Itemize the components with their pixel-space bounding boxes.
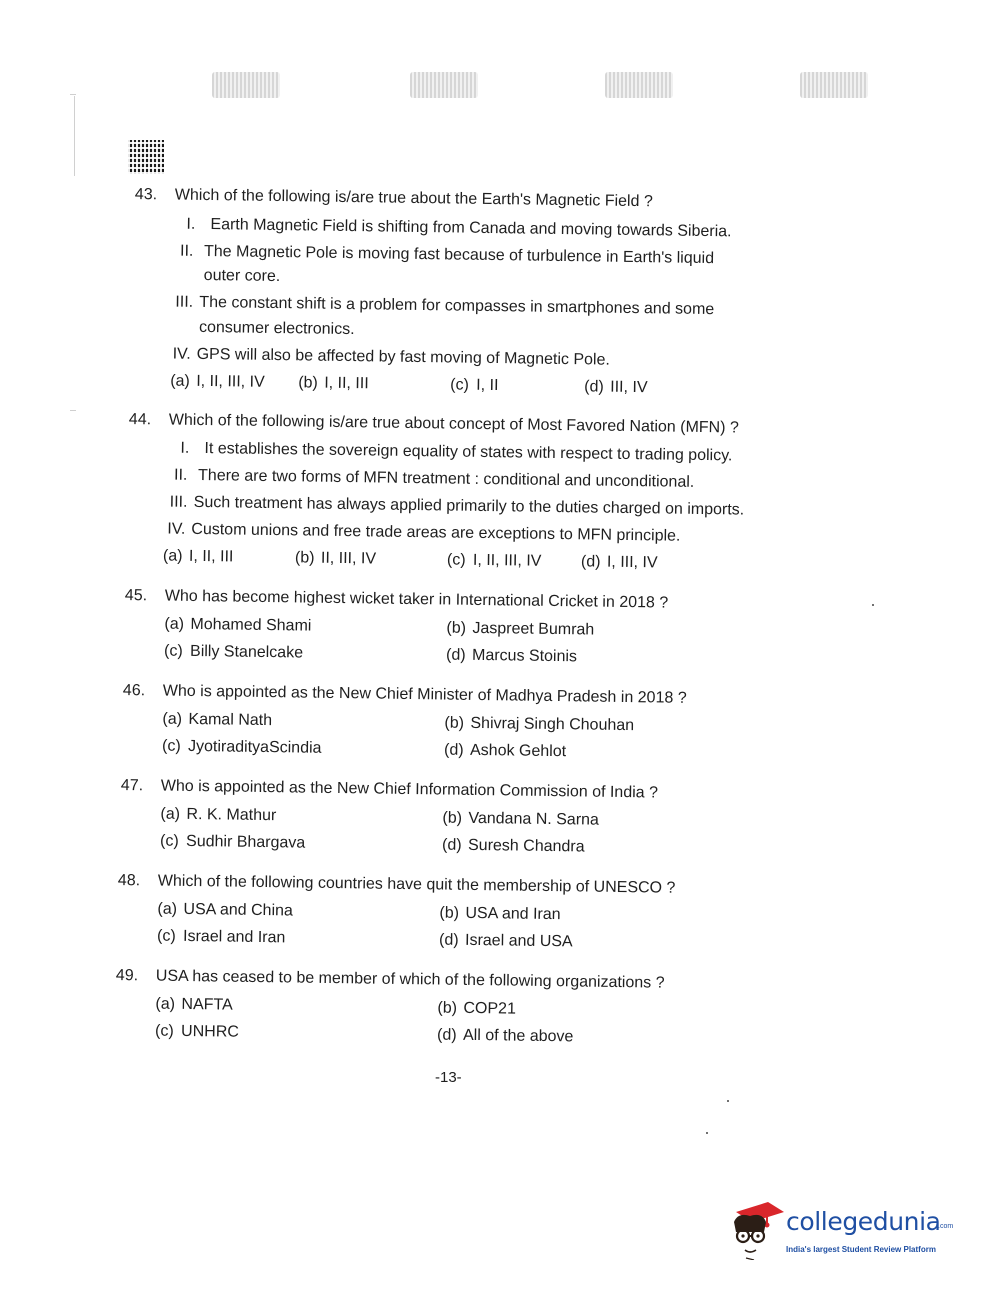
option-b xyxy=(444,713,634,735)
statement xyxy=(173,345,610,370)
option-key: (b) xyxy=(298,374,318,392)
option-key: (d) xyxy=(441,836,462,854)
option-key: (a) xyxy=(162,547,183,565)
option-b xyxy=(446,618,594,639)
statement-continuation: consumer electronics. xyxy=(198,318,355,339)
statement-text: It establishes the sovereign equality of states with respect to trading policy. xyxy=(204,440,733,465)
option-a xyxy=(155,995,233,1015)
option-text: USA and China xyxy=(183,900,293,920)
option-a xyxy=(163,546,234,566)
option-d xyxy=(581,552,658,572)
option-key: (b) xyxy=(437,999,458,1017)
option-text: JyotiradityaScindia xyxy=(187,737,322,757)
question-text: Which of the following is/are true about the Earth's Magnetic Field ? xyxy=(174,186,653,211)
statement-number: II. xyxy=(173,466,188,484)
option-d xyxy=(446,645,577,666)
option-key: (a) xyxy=(164,615,185,633)
option-text: Vandana N. Sarna xyxy=(468,809,600,829)
option-key: (b) xyxy=(442,809,463,827)
scan-speck xyxy=(727,1100,729,1102)
option-c xyxy=(160,832,305,853)
option-b xyxy=(298,373,369,393)
scan-edge-tick xyxy=(70,410,76,411)
option-c xyxy=(162,737,322,758)
question-text: Who is appointed as the New Chief Minister of Madhya Pradesh in 2018 ? xyxy=(162,682,687,707)
option-key: (d) xyxy=(443,741,464,759)
statement-number: I. xyxy=(180,439,190,457)
question-text: Which of the following is/are true about concept of Most Favored Nation (MFN) ? xyxy=(168,411,739,437)
option-a xyxy=(170,372,265,393)
statement-text: GPS will also be affected by fast moving of Magnetic Pole. xyxy=(196,345,610,369)
option-key: (c) xyxy=(450,376,470,394)
option-text: I, II, III xyxy=(324,374,369,393)
option-key: (d) xyxy=(580,553,601,571)
option-text: Marcus Stoinis xyxy=(471,646,578,666)
option-text: III, IV xyxy=(610,378,648,397)
question-number: 45. xyxy=(124,586,148,605)
option-text: Sudhir Bhargava xyxy=(185,832,306,852)
question-number: 48. xyxy=(117,871,141,890)
option-text: NAFTA xyxy=(181,995,233,1014)
statement-text: There are two forms of MFN treatment : conditional and unconditional. xyxy=(197,466,695,491)
statement-text: Earth Magnetic Field is shifting from Canada and moving towards Siberia. xyxy=(210,216,732,241)
statement-text: The Magnetic Pole is moving fast because of turbulence in Earth's liquid xyxy=(203,242,715,268)
option-key: (c) xyxy=(446,551,466,569)
option-b xyxy=(442,808,599,829)
question-number: 49. xyxy=(115,966,139,985)
statement xyxy=(186,215,731,242)
option-text: Shivraj Singh Chouhan xyxy=(470,714,635,735)
option-a xyxy=(157,900,293,921)
scan-speck xyxy=(706,1132,708,1134)
option-key: (c) xyxy=(163,642,183,660)
scan-speck xyxy=(872,604,874,606)
option-text: Ashok Gehlot xyxy=(469,741,567,761)
question-text: Which of the following countries have quit the membership of UNESCO ? xyxy=(157,872,676,897)
option-text: COP21 xyxy=(463,999,517,1018)
option-a xyxy=(160,805,276,826)
option-text: I, III, IV xyxy=(606,553,658,572)
question-text: USA has ceased to be member of which of the following organizations ? xyxy=(155,967,665,992)
option-a xyxy=(164,615,311,636)
statement xyxy=(175,293,714,320)
option-c xyxy=(155,1022,239,1042)
option-a xyxy=(162,710,272,731)
question-number: 43. xyxy=(134,185,158,204)
option-text: Jaspreet Bumrah xyxy=(472,619,595,639)
logo-domain-suffix: .com xyxy=(938,1223,954,1230)
question-number: 46. xyxy=(122,681,146,700)
option-key: (b) xyxy=(444,714,465,732)
option-text: Billy Stanelcake xyxy=(189,642,304,662)
option-key: (a) xyxy=(162,710,183,728)
option-c xyxy=(447,550,542,571)
statement xyxy=(180,439,732,466)
statement-number: IV. xyxy=(167,520,186,538)
option-key: (d) xyxy=(584,378,604,396)
scan-edge-line xyxy=(74,96,75,176)
logo-tagline: India's largest Student Review Platform xyxy=(786,1245,936,1254)
option-c xyxy=(157,927,286,948)
option-key: (c) xyxy=(159,832,179,850)
option-text: II, III, IV xyxy=(320,549,377,568)
option-key: (d) xyxy=(445,646,466,664)
statement-text: Custom unions and free trade areas are exceptions to MFN principle. xyxy=(191,520,681,545)
scan-smudge xyxy=(800,72,868,98)
qr-code xyxy=(128,140,164,174)
option-d xyxy=(442,835,585,856)
option-b xyxy=(439,903,560,924)
option-c xyxy=(450,375,498,395)
option-d xyxy=(584,377,648,397)
statement-number: III. xyxy=(175,293,194,311)
logo-wordmark: collegedunia xyxy=(786,1207,941,1236)
option-key: (b) xyxy=(439,904,460,922)
question-number: 44. xyxy=(128,410,152,429)
option-text: I, II, III, IV xyxy=(472,551,542,570)
option-key: (d) xyxy=(436,1026,457,1044)
option-d xyxy=(444,740,566,761)
option-b xyxy=(295,548,376,568)
option-key: (a) xyxy=(170,372,190,390)
question-text: Who is appointed as the New Chief Information Commission of India ? xyxy=(160,777,659,802)
statement xyxy=(174,466,694,492)
scan-edge-tick xyxy=(70,94,76,95)
question-number: 47. xyxy=(120,776,144,795)
option-d xyxy=(437,1025,574,1046)
option-key: (b) xyxy=(446,619,467,637)
statement-text: Such treatment has always applied primarily to the duties charged on imports. xyxy=(193,493,745,519)
option-b xyxy=(437,998,516,1018)
option-key: (d) xyxy=(438,931,459,949)
statement xyxy=(180,242,714,269)
option-key: (c) xyxy=(161,737,181,755)
option-key: (a) xyxy=(155,995,176,1013)
scan-smudge xyxy=(410,72,478,98)
statement xyxy=(167,520,680,546)
option-key: (a) xyxy=(160,805,181,823)
option-text: I, II, III xyxy=(188,547,234,566)
option-text: I, II, III, IV xyxy=(196,372,265,391)
collegedunia-logo[interactable] xyxy=(728,1198,958,1270)
statement-number: II. xyxy=(179,242,194,260)
option-text: Kamal Nath xyxy=(188,710,273,730)
option-key: (c) xyxy=(154,1022,174,1040)
page-number: -13- xyxy=(435,1069,462,1086)
option-text: Suresh Chandra xyxy=(467,836,585,856)
statement xyxy=(170,493,745,520)
option-text: Mohamed Shami xyxy=(190,615,312,635)
statement-number: III. xyxy=(169,493,188,511)
student-mascot-icon xyxy=(728,1198,784,1260)
option-text: Israel and USA xyxy=(464,931,573,951)
option-d xyxy=(439,930,573,951)
option-text: Israel and Iran xyxy=(182,927,286,947)
option-text: All of the above xyxy=(462,1026,574,1046)
question-text: Who has become highest wicket taker in International Cricket in 2018 ? xyxy=(164,587,669,612)
option-key: (a) xyxy=(157,900,178,918)
scan-smudge xyxy=(605,72,673,98)
option-key: (c) xyxy=(156,927,176,945)
scan-smudge xyxy=(212,72,280,98)
option-text: UNHRC xyxy=(180,1022,239,1041)
option-text: R. K. Mathur xyxy=(186,805,277,825)
statement-number: IV. xyxy=(172,345,191,363)
option-text: I, II xyxy=(476,376,499,395)
option-text: USA and Iran xyxy=(465,904,561,924)
option-key: (b) xyxy=(294,549,315,567)
statement-number: I. xyxy=(186,215,196,233)
statement-continuation: outer core. xyxy=(203,266,281,286)
statement-text: The constant shift is a problem for compasses in smartphones and some xyxy=(199,293,715,319)
option-c xyxy=(164,642,303,663)
